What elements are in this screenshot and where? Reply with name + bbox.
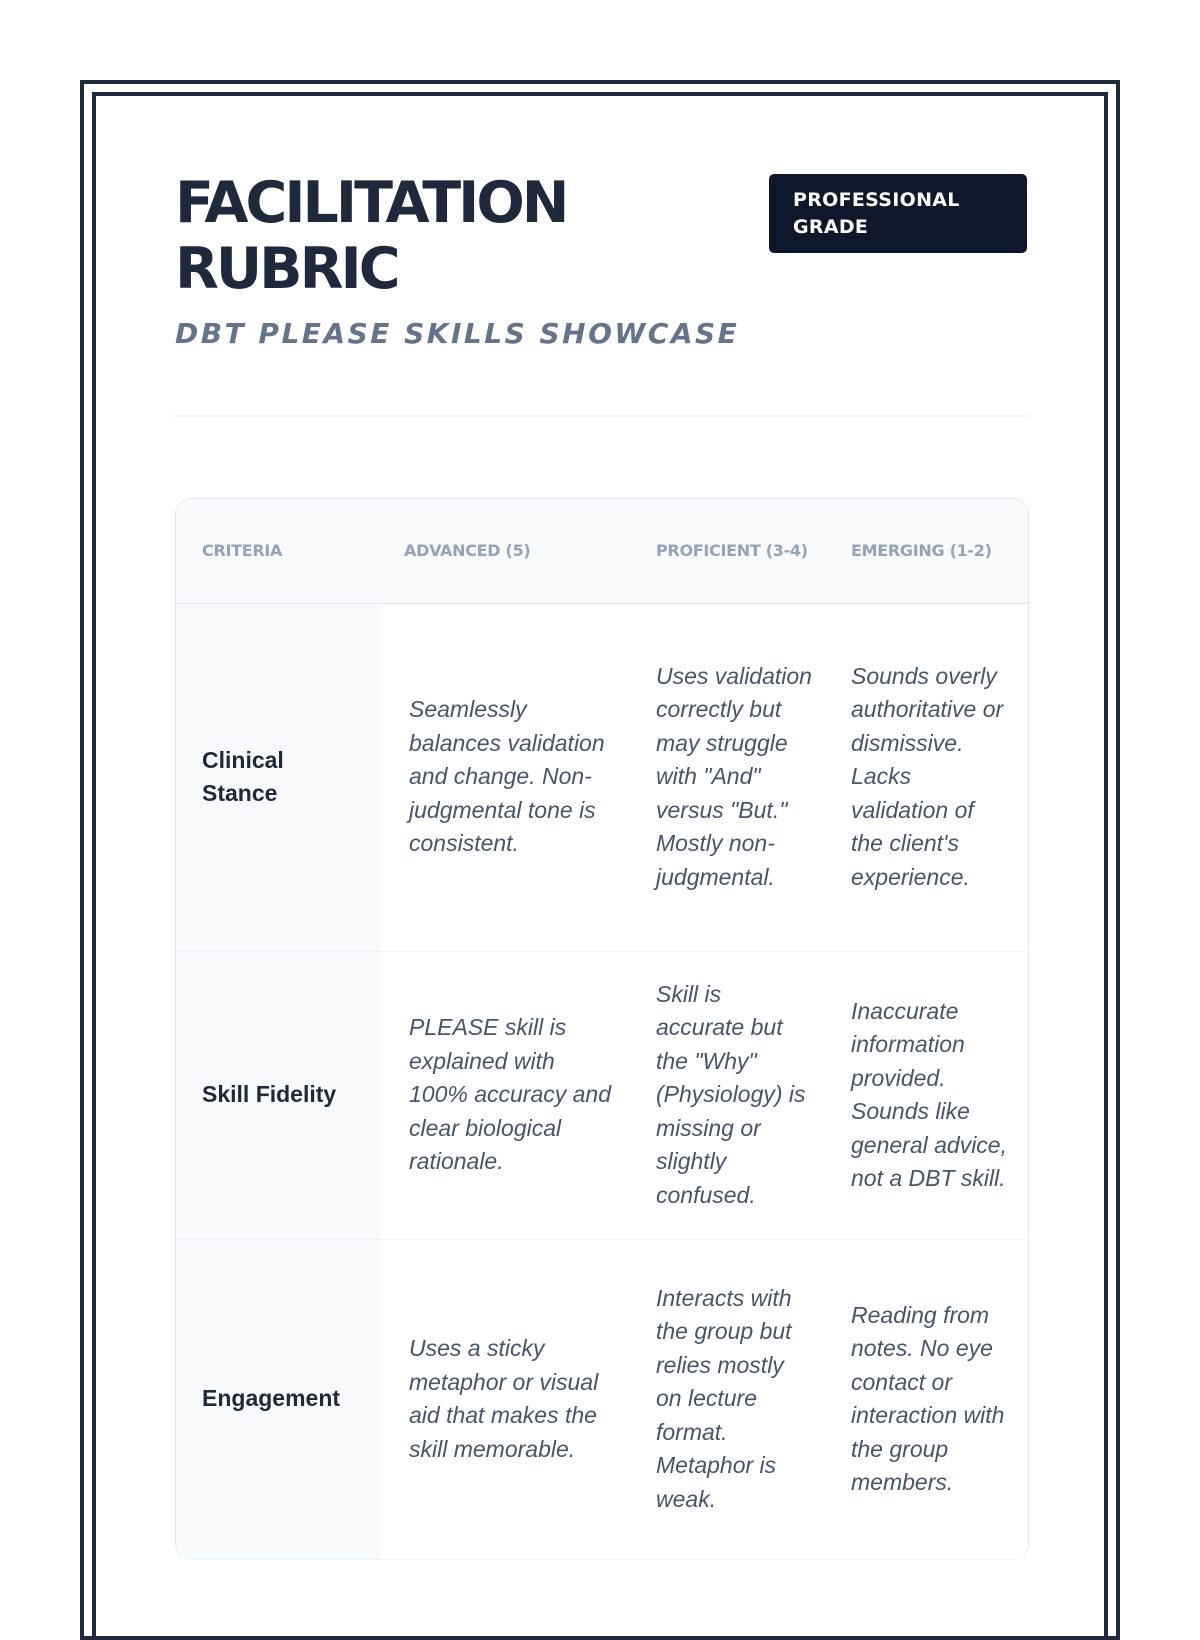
proficient-cell: Skill is accurate but the "Why" (Physiology) is missing or slightly confused. — [636, 951, 831, 1239]
criteria-cell: Engagement — [176, 1239, 381, 1559]
table-row — [176, 951, 1028, 1239]
criteria-cell: Skill Fidelity — [176, 951, 381, 1239]
page-subtitle: DBT PLEASE SKILLS SHOWCASE — [175, 317, 740, 350]
header-divider — [175, 415, 1027, 417]
criteria-cell: Clinical Stance — [176, 603, 381, 951]
header-advanced: ADVANCED (5) — [381, 499, 636, 603]
table-header-row — [176, 499, 1028, 603]
emerging-cell: Sounds overly authoritative or dismissive. Lacks validation of the client's experience. — [831, 603, 1028, 951]
header-criteria: CRITERIA — [176, 499, 381, 603]
advanced-cell: PLEASE skill is explained with 100% accuracy and clear biological rationale. — [381, 951, 636, 1239]
rubric-table-container — [175, 498, 1029, 1560]
proficient-cell: Uses validation correctly but may struggle with "And" versus "But." Mostly non-judgmental. — [636, 603, 831, 951]
rubric-header — [175, 170, 1027, 430]
table-row — [176, 603, 1028, 951]
professional-grade-badge: PROFESSIONAL GRADE — [769, 174, 1027, 253]
rubric-document — [175, 170, 1027, 1512]
header-emerging: EMERGING (1-2) — [831, 499, 1028, 603]
header-proficient: PROFICIENT (3-4) — [636, 499, 831, 603]
proficient-cell: Interacts with the group but relies mostly on lecture format. Metaphor is weak. — [636, 1239, 831, 1559]
emerging-cell: Reading from notes. No eye contact or interaction with the group members. — [831, 1239, 1028, 1559]
emerging-cell: Inaccurate information provided. Sounds like general advice, not a DBT skill. — [831, 951, 1028, 1239]
table-row — [176, 1239, 1028, 1559]
advanced-cell: Seamlessly balances validation and change. Non-judgmental tone is consistent. — [381, 603, 636, 951]
advanced-cell: Uses a sticky metaphor or visual aid that makes the skill memorable. — [381, 1239, 636, 1559]
page-title: FACILITATION RUBRIC — [175, 170, 567, 302]
rubric-table — [176, 499, 1028, 1560]
